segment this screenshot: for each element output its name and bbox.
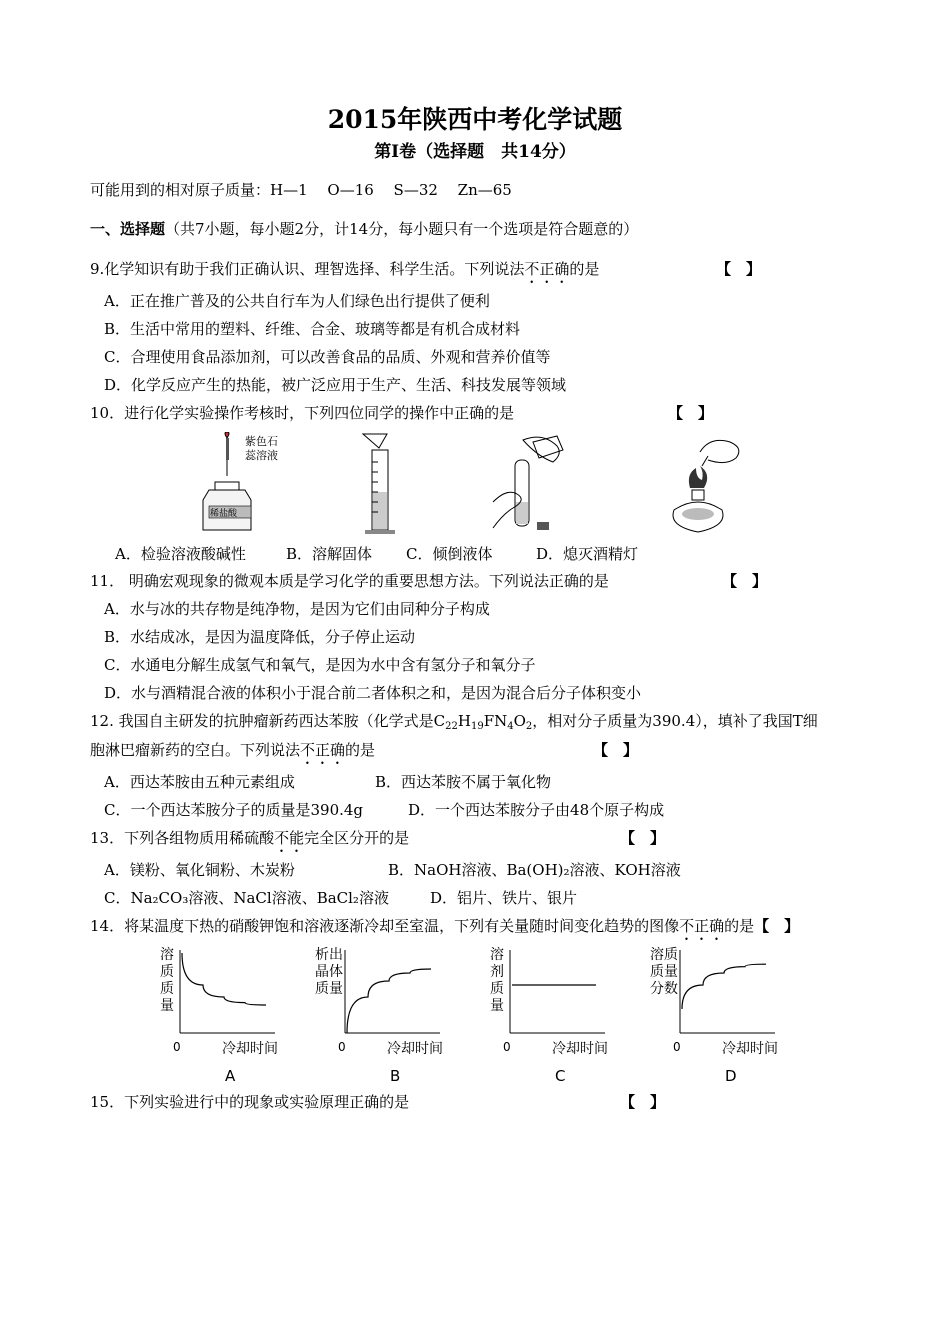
q14-stem (90, 915, 799, 944)
q10-bottle-label: 稀盐酸 (210, 509, 238, 519)
q10-option-a: A．检验溶液酸碱性 (115, 545, 246, 563)
q11-option-d: D．水与酒精混合液的体积小于混合前二者体积之和，是因为混合后分子体积变小 (104, 684, 642, 702)
q14-graphs (150, 945, 810, 1085)
q10-figure-a (195, 432, 295, 534)
q10-option-c: C．倾倒液体 (406, 545, 493, 563)
q13-answer-bracket: 【 】 (620, 829, 666, 847)
q12-stem (90, 710, 818, 731)
chart-A-caption: A (225, 1067, 236, 1085)
chart-C-caption: C (555, 1067, 566, 1085)
q12-option-a: A．西达苯胺由五种元素组成 (104, 773, 295, 791)
q9-option-a: A．正在推广普及的公共自行车为人们绿色出行提供了便利 (104, 292, 490, 310)
q13-option-b: B．NaOH溶液、Ba(OH)₂溶液、KOH溶液 (388, 861, 681, 879)
q10-label-line2: 蕊溶液 (245, 449, 278, 462)
section-heading (90, 218, 638, 239)
q12-stem-line2 (90, 739, 375, 768)
chart-C-origin: 0 (503, 1040, 511, 1054)
chart-B-caption: B (390, 1067, 401, 1085)
q11-stem: 11． 明确宏观现象的微观本质是学习化学的重要思想方法。下列说法正确的是 (90, 572, 609, 590)
chart-A-ylabel-char: 溶 (160, 947, 174, 963)
q10-option-b: B．溶解固体 (286, 545, 373, 563)
q12-formula: $C_{22}H_{19}FN_4O_2$ (433, 712, 533, 732)
q12-option-c: C．一个西达苯胺分子的质量是390.4g (104, 801, 364, 819)
q10-answer-bracket: 【 】 (668, 404, 714, 422)
q11-option-b: B．水结成冰，是因为温度降低，分子停止运动 (104, 628, 416, 646)
chart-B-ylabel-line: 析出 (315, 947, 343, 963)
q9-stem-emph: 不正确 (524, 260, 570, 278)
chart-A-ylabel-char: 量 (160, 998, 174, 1014)
q10-figure-b (355, 432, 415, 534)
q14-stem-b: 的是 (724, 917, 755, 935)
q10-figure-d (660, 432, 750, 534)
q13-stem-emph: 不能 (274, 829, 305, 847)
q12-stem-a: 12. 我国自主研发的抗肿瘤新药西达苯胺（化学式是 (90, 712, 434, 730)
page-title: 2015年陕西中考化学试题 (327, 105, 623, 134)
chart-A-ylabel-char: 质 (160, 964, 174, 980)
chart-C-ylabel-char: 剂 (490, 964, 504, 980)
q9-stem-b: 的是 (569, 260, 600, 278)
chart-D-caption: D (725, 1067, 737, 1085)
q13-option-c: C．Na₂CO₃溶液、NaCl溶液、BaCl₂溶液 (104, 889, 389, 907)
q11-option-c: C．水通电分解生成氢气和氧气，是因为水中含有氢分子和氧分子 (104, 656, 536, 674)
q11-option-a: A．水与冰的共存物是纯净物，是因为它们由同种分子构成 (104, 600, 490, 618)
chart-B-xlabel: 冷却时间 (387, 1041, 443, 1057)
section-title: 一、选择题 (90, 220, 166, 238)
q9-option-b: B．生活中常用的塑料、纤维、合金、玻璃等都是有机合成材料 (104, 320, 521, 338)
q13-stem-b: 完全区分开的是 (304, 829, 410, 847)
q14-stem-emph: 不正确 (679, 917, 725, 935)
q13-stem (90, 827, 409, 856)
q12-stem-b: ，相对分子质量为390.4），填补了我国T细 (532, 712, 818, 730)
q12-line2-a: 胞淋巴瘤新药的空白。下列说法 (90, 741, 301, 759)
chart-C-xlabel: 冷却时间 (552, 1041, 608, 1057)
chart-A-series-line (182, 953, 266, 1005)
q9-stem (90, 258, 599, 287)
q9-stem-a: 9.化学知识有助于我们正确认识、理智选择、科学生活。下列说法 (90, 260, 525, 278)
section-note: （共7小题，每小题2分，计14分，每小题只有一个选项是符合题意的） (165, 220, 639, 238)
chart-B-ylabel-line: 晶体 (315, 964, 343, 980)
chart-D-xlabel: 冷却时间 (722, 1041, 778, 1057)
q11-answer-bracket: 【 】 (722, 572, 768, 590)
q12-line2-b: 的是 (345, 741, 376, 759)
q15-answer-bracket: 【 】 (620, 1093, 666, 1111)
q13-option-d: D．铝片、铁片、银片 (430, 889, 578, 907)
chart-A-xlabel: 冷却时间 (222, 1041, 278, 1057)
q10-label-line1: 紫色石 (245, 435, 278, 448)
atomic-masses: 可能用到的相对原子质量：H—1 O—16 S—32 Zn—65 (90, 181, 512, 199)
chart-B-series-line (347, 969, 431, 1033)
chart-D-ylabel-line: 分数 (650, 981, 678, 997)
q13-stem-a: 13．下列各组物质用稀硫酸 (90, 829, 275, 847)
q12-answer-bracket: 【 】 (593, 741, 639, 759)
q14-answer-bracket: 【 】 (754, 917, 800, 935)
chart-D-origin: 0 (673, 1040, 681, 1054)
chart-C-ylabel-char: 质 (490, 981, 504, 997)
q10-figure-c (483, 432, 583, 534)
q15-stem: 15．下列实验进行中的现象或实验原理正确的是 (90, 1093, 410, 1111)
chart-B-ylabel-line: 质量 (315, 981, 343, 997)
chart-A-ylabel-char: 质 (160, 981, 174, 997)
q13-option-a: A．镁粉、氧化铜粉、木炭粉 (104, 861, 295, 879)
q12-option-d: D．一个西达苯胺分子由48个原子构成 (408, 801, 665, 819)
chart-D-ylabel-line: 溶质 (650, 947, 678, 963)
chart-C-ylabel-char: 量 (490, 998, 504, 1014)
q14-stem-a: 14．将某温度下热的硝酸钾饱和溶液逐渐冷却至室温，下列有关量随时间变化趋势的图像 (90, 917, 680, 935)
q12-line2-emph: 不正确 (300, 741, 346, 759)
q10-stem: 10．进行化学实验操作考核时，下列四位同学的操作中正确的是 (90, 404, 515, 422)
q9-option-d: D．化学反应产生的热能，被广泛应用于生产、生活、科技发展等领域 (104, 376, 567, 394)
q12-option-b: B．西达苯胺不属于氧化物 (375, 773, 552, 791)
page-subtitle: 第Ⅰ卷（选择题 共14分） (374, 142, 576, 162)
q10-option-d: D．熄灭酒精灯 (536, 545, 639, 563)
q9-answer-bracket: 【 】 (716, 260, 762, 278)
chart-D-series-line (682, 964, 766, 1009)
chart-A-origin: 0 (173, 1040, 181, 1054)
chart-D-ylabel-line: 质量 (650, 964, 678, 980)
q9-option-c: C．合理使用食品添加剂，可以改善食品的品质、外观和营养价值等 (104, 348, 551, 366)
chart-B-origin: 0 (338, 1040, 346, 1054)
chart-C-ylabel-char: 溶 (490, 947, 504, 963)
